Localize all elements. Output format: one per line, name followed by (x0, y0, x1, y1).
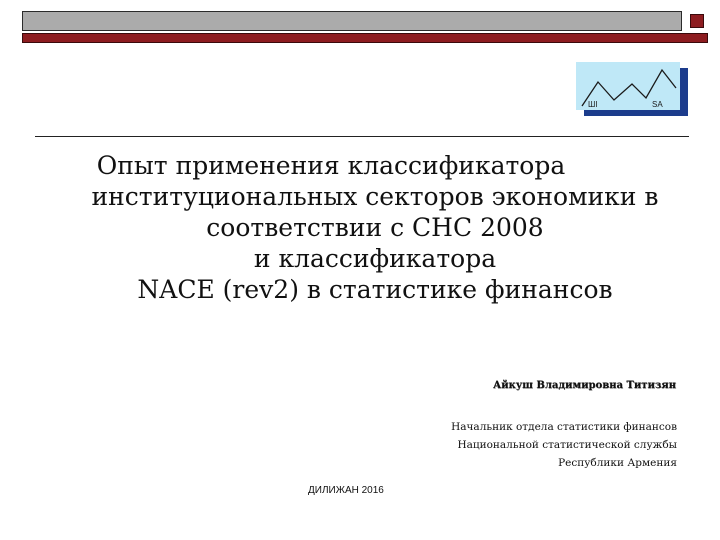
author-position (451, 418, 677, 472)
position-line: Республики Армения (558, 457, 677, 469)
title-line: соответствии с СНС 2008 (206, 213, 544, 242)
header-decoration (22, 11, 708, 43)
title-divider (35, 136, 689, 137)
header-red-square (690, 14, 704, 28)
header-red-bar (22, 33, 708, 43)
position-line: Национальной статистической службы (457, 439, 677, 451)
logo-right-text: SA (652, 100, 663, 109)
author-name: Айкуш Владимировна Титизян (492, 380, 676, 391)
position-line: Начальник отдела статистики финансов (451, 421, 677, 433)
logo-left-text: ШI (588, 100, 598, 109)
title-line: Опыт применения классификатора (96, 151, 566, 180)
title-line: NACE (rev2) в статистике финансов (137, 275, 613, 304)
header-gray-bar (22, 11, 682, 31)
title-line: и классификатора (253, 244, 497, 273)
logo (576, 62, 696, 118)
presentation-title (30, 150, 720, 305)
title-line: институциональных секторов экономики в (91, 182, 659, 211)
place-date: ДИЛИЖАН 2016 (308, 485, 384, 496)
